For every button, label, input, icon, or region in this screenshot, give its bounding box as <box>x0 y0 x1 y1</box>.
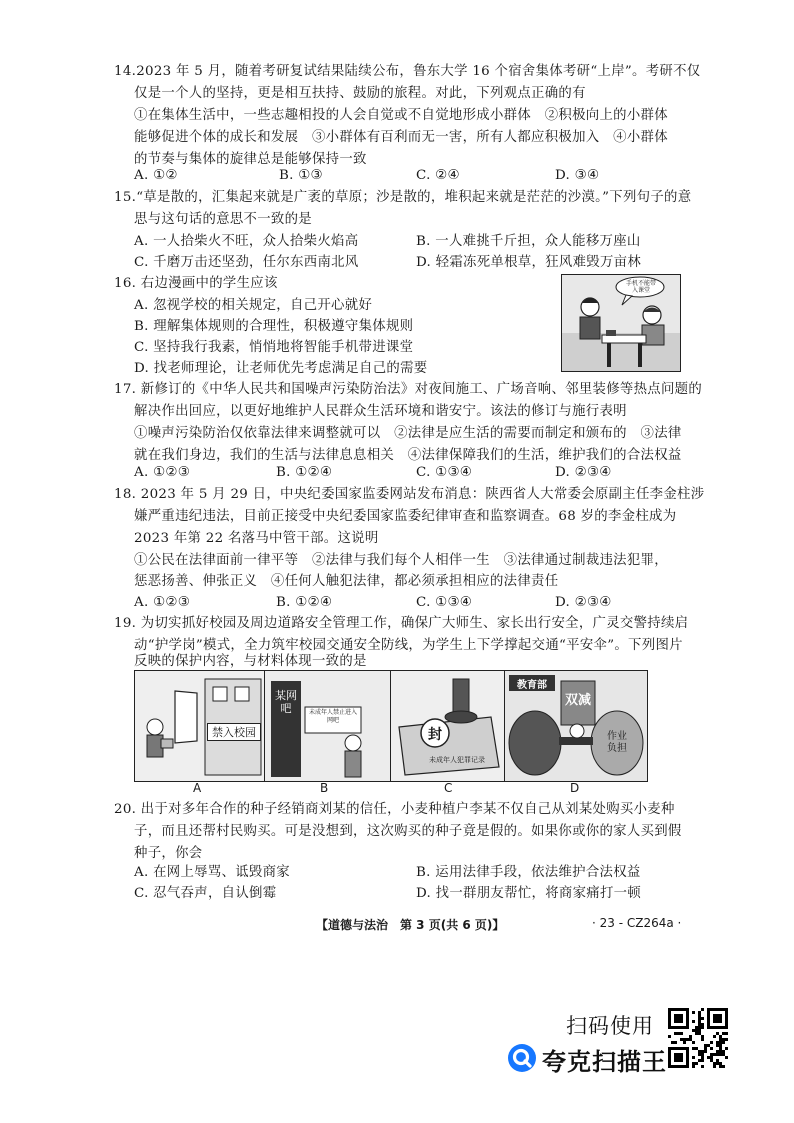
q20-line-3: 种子，你会 <box>134 846 203 861</box>
q17-option-a: A. ①②③ <box>134 465 190 480</box>
cartoon-sign-text: 手机不能带入课堂 <box>625 280 656 294</box>
q19-label-d: D <box>570 781 580 795</box>
q14-option-c: C. ②④ <box>416 168 460 183</box>
q16-option-b: B. 理解集体规则的合理性，积极遵守集体规则 <box>134 319 414 334</box>
q15-option-b: B. 一人难挑千斤担，众人能移万座山 <box>416 234 641 249</box>
q18-line-4: ①公民在法律面前一律平等 ②法律与我们每个人相伴一生 ③法律通过制裁违法犯罪， <box>134 553 668 568</box>
q15-option-c: C. 千磨万击还坚劲，任尔东西南北风 <box>134 255 359 270</box>
q18-line-2: 嫌严重违纪违法，目前正接受中央纪委国家监委纪律审查和监察调查。68 岁的李金柱成为 <box>134 509 677 524</box>
q14-line-2: 仅是一个人的坚持，更是相互扶持、鼓励的旅程。对此，下列观点正确的有 <box>134 86 586 101</box>
q19-line-3: 反映的保护内容，与材料体现一致的是 <box>134 654 367 669</box>
q17-line-4: 就在我们身边，我们的生活与法律息息相关 ④法律保障我们的生活，维护我们的合法权益 <box>134 448 682 463</box>
q16-cartoon <box>561 274 681 372</box>
q18-option-a: A. ①②③ <box>134 595 190 610</box>
q16-option-d: D. 找老师理论，让老师优先考虑满足自己的需要 <box>134 361 428 376</box>
q18-line-1: 18. 2023 年 5 月 29 日，中央纪委国家监委网站发布消息：陕西省人大常委会原副主任李金柱涉 <box>114 487 705 502</box>
q19-image-a <box>134 670 266 782</box>
classroom-cartoon-illustration <box>562 275 680 371</box>
q19-label-b: B <box>320 781 329 795</box>
q18-option-c: C. ①③④ <box>416 595 473 610</box>
q19-label-a: A <box>193 781 202 795</box>
ministry-board-text: 教育部 <box>517 680 547 691</box>
q17-line-3: ①噪声污染防治仅依靠法律来调整就可以 ②法律是应生活的需要而制定和颁布的 ③法律 <box>134 426 682 441</box>
q19-line-2: 动“护学岗”模式，全力筑牢校园交通安全防线，为学生上下学撑起交通“平安伞”。下列图片 <box>134 638 683 653</box>
no-entry-sign: 禁入校园 <box>207 723 261 741</box>
q17-line-1: 17. 新修订的《中华人民共和国噪声污染防治法》对夜间施工、广场音响、邻里装修等热点问题的 <box>114 382 703 397</box>
q18-option-b: B. ①②④ <box>276 595 333 610</box>
q18-option-d: D. ②③④ <box>555 595 612 610</box>
q20-option-a: A. 在网上辱骂、诋毁商家 <box>134 865 290 880</box>
homework-burden-text: 作业负担 <box>607 731 627 754</box>
q15-line-2: 思与这句话的意思不一致的是 <box>134 212 312 227</box>
qr-code-pattern <box>668 1008 728 1068</box>
juvenile-record-label: 未成年人犯罪记录 <box>429 756 485 764</box>
q16-option-a: A. 忽视学校的相关规定，自己开心就好 <box>134 298 373 313</box>
page-footer: 【道德与法治 第 3 页(共 6 页)】 <box>316 918 505 932</box>
q16-option-c: C. 坚持我行我素，悄悄地将智能手机带进课堂 <box>134 340 414 355</box>
q20-option-c: C. 忍气吞声，自认倒霉 <box>134 886 277 901</box>
q19-line-1: 19. 为切实抓好校园及周边道路安全管理工作，确保广大师生、家长出行安全，广灵交警持续启 <box>114 616 689 631</box>
q14-line-1: 14.2023 年 5 月，随着考研复试结果陆续公布，鲁东大学 16 个宿舍集体考研“上岸”。考研不仅 <box>114 64 701 79</box>
q18-line-3: 2023 年第 22 名落马中管干部。这说明 <box>134 531 379 546</box>
q20-line-1: 20. 出于对多年合作的种子经销商刘某的信任，小麦种植户李某不仅自己从刘某处购买小麦种 <box>114 802 675 817</box>
internet-cafe-illustration <box>265 671 391 781</box>
q14-line-3: ①在集体生活中，一些志趣相投的人会自觉或不自觉地形成小群体 ②积极向上的小群体 <box>134 108 668 123</box>
scan-caption: 扫码使用 <box>566 1014 654 1038</box>
qr-code-icon <box>668 1008 728 1068</box>
q14-option-d: D. ③④ <box>555 168 600 183</box>
q17-option-c: C. ①③④ <box>416 465 473 480</box>
q17-option-b: B. ①②④ <box>276 465 333 480</box>
q19-image-b <box>264 670 392 782</box>
q19-image-c <box>390 670 506 782</box>
q19-image-d <box>504 670 648 782</box>
q14-line-5: 的节奏与集体的旋律总是能够保持一致 <box>134 152 367 167</box>
q14-option-b: B. ①③ <box>279 168 323 183</box>
paper-code: · 23 - CZ264a · <box>592 916 682 930</box>
minor-ban-notice: 未成年人禁止进入网吧 <box>308 709 357 724</box>
double-reduction-text: 双减 <box>565 693 592 708</box>
q16-line-1: 16. 右边漫画中的学生应该 <box>114 276 278 291</box>
q18-line-5: 惩恶扬善、伸张正义 ④任何人触犯法律，都必须承担相应的法律责任 <box>134 574 559 589</box>
q14-line-4: 能够促进个体的成长和发展 ③小群体有百利而无一害，所有人都应积极加入 ④小群体 <box>134 130 668 145</box>
q17-line-2: 解决作出回应，以更好地维护人民群众生活环境和谐安宁。该法的修订与施行表明 <box>134 404 627 419</box>
brand-name: 夸克扫描王 <box>542 1048 667 1076</box>
q15-option-d: D. 轻霜冻死单根草，狂风难毁万亩林 <box>416 255 642 270</box>
q19-label-c: C <box>444 781 453 795</box>
q20-option-d: D. 找一群朋友帮忙，将商家痛打一顿 <box>416 886 642 901</box>
quark-logo-icon <box>508 1044 536 1072</box>
q14-option-a: A. ①② <box>134 168 178 183</box>
q15-option-a: A. 一人拾柴火不旺，众人拾柴火焰高 <box>134 234 359 249</box>
q20-line-2: 子，而且还帮村民购买。可是没想到，这次购买的种子竟是假的。如果你或你的家人买到假 <box>134 824 682 839</box>
quark-logo-glyph <box>508 1044 536 1072</box>
seal-stamp-text: 封 <box>428 727 442 743</box>
q15-line-1: 15.“草是散的，汇集起来就是广袤的草原；沙是散的，堆积起来就是茫茫的沙漠。”下列句子的意 <box>114 190 692 205</box>
q20-option-b: B. 运用法律手段，依法维护合法权益 <box>416 865 641 880</box>
q17-option-d: D. ②③④ <box>555 465 612 480</box>
internet-cafe-sign: 某网吧 <box>275 689 297 715</box>
